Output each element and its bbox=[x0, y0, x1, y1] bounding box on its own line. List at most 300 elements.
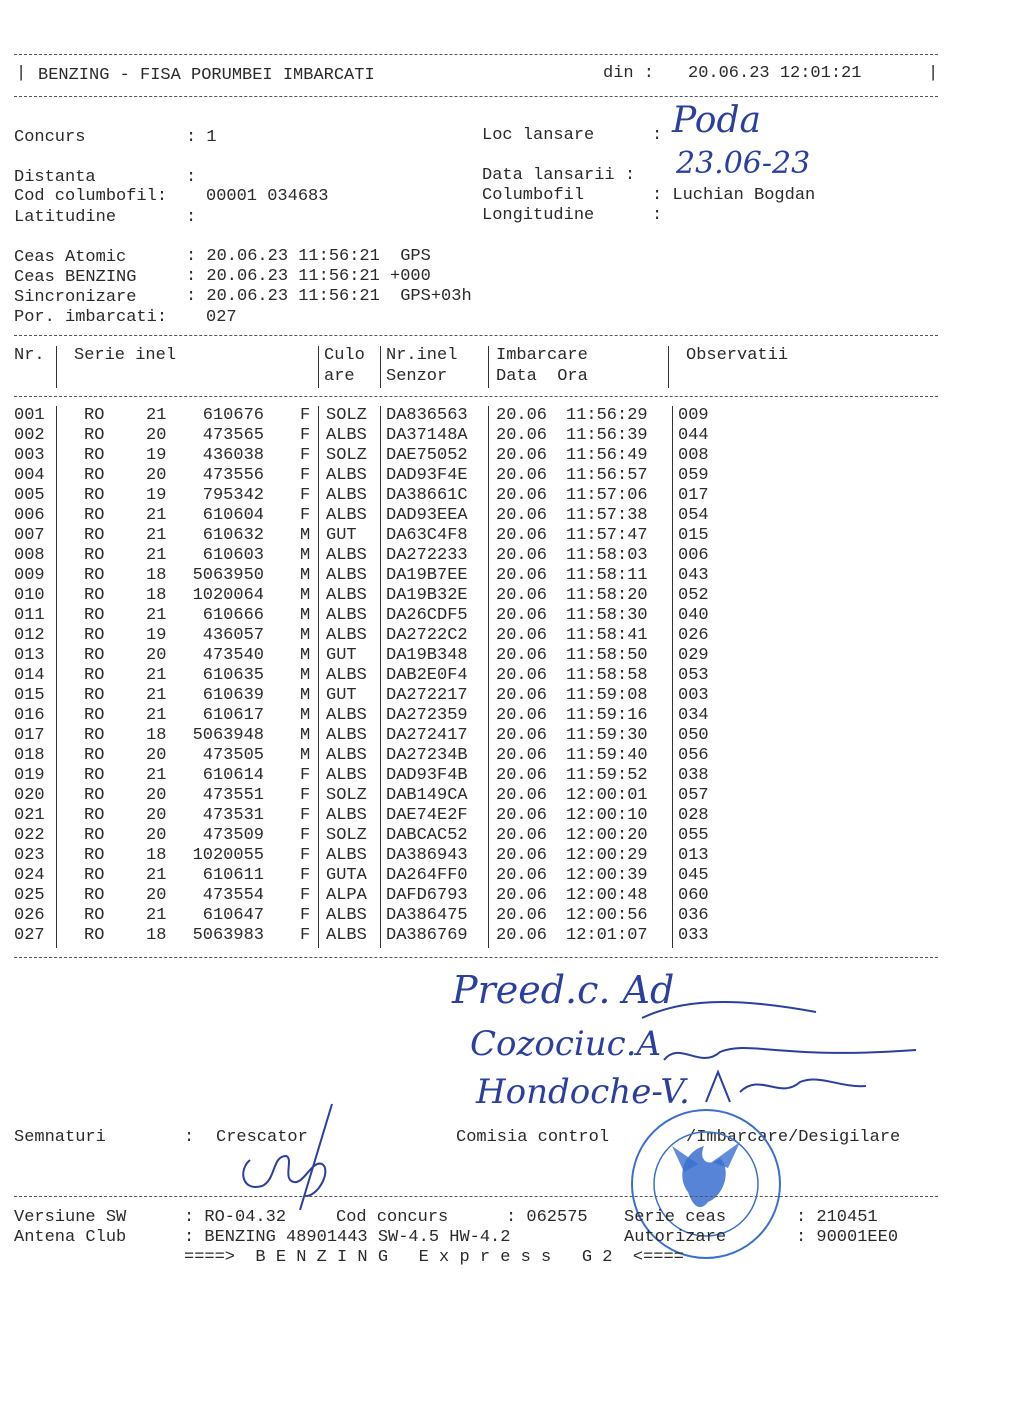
row-nr: 004 bbox=[14, 466, 45, 485]
table-row bbox=[0, 766, 1024, 786]
row-inel: 473554 bbox=[202, 886, 264, 905]
antena-label: Antena Club bbox=[14, 1228, 127, 1247]
table-row bbox=[0, 846, 1024, 866]
row-culoare: GUT bbox=[326, 646, 357, 665]
col-header-culoare-2: are bbox=[324, 367, 355, 386]
body-divider-5 bbox=[672, 406, 673, 948]
row-culoare: GUT bbox=[326, 686, 357, 705]
header-divider-3 bbox=[380, 346, 381, 388]
row-culoare: SOLZ bbox=[326, 446, 367, 465]
row-tara: RO bbox=[84, 406, 105, 425]
row-culoare: SOLZ bbox=[326, 406, 367, 425]
row-inel: 795342 bbox=[202, 486, 264, 505]
table-row bbox=[0, 546, 1024, 566]
row-tara: RO bbox=[84, 586, 105, 605]
row-inel: 610647 bbox=[202, 906, 264, 925]
row-sex: M bbox=[300, 606, 311, 625]
row-an: 21 bbox=[146, 526, 167, 545]
row-sex: F bbox=[300, 426, 311, 445]
loc-lansare-label: Loc lansare bbox=[482, 126, 595, 145]
row-sex: M bbox=[300, 706, 311, 725]
row-data: 20.06 bbox=[496, 766, 548, 785]
row-sex: F bbox=[300, 806, 311, 825]
table-row bbox=[0, 686, 1024, 706]
row-inel: 5063983 bbox=[192, 926, 264, 945]
col-header-nr-inel-1: Nr.inel bbox=[386, 346, 458, 365]
ceas-benzing-value: : 20.06.23 11:56:21 +000 bbox=[186, 267, 431, 286]
col-header-nr-inel-2: Senzor bbox=[386, 367, 448, 386]
cod-columbofil-label: Cod columbofil: bbox=[14, 187, 168, 206]
row-tara: RO bbox=[84, 466, 105, 485]
table-row bbox=[0, 806, 1024, 826]
row-inel: 436038 bbox=[202, 446, 264, 465]
table-row bbox=[0, 666, 1024, 686]
row-senzor: DAD93EEA bbox=[386, 506, 468, 525]
row-an: 20 bbox=[146, 426, 167, 445]
row-inel: 610614 bbox=[202, 766, 264, 785]
row-senzor: DAE74E2F bbox=[386, 806, 468, 825]
row-culoare: SOLZ bbox=[326, 826, 367, 845]
row-ora: 12:00:56 bbox=[566, 906, 648, 925]
row-ora: 11:56:39 bbox=[566, 426, 648, 445]
row-tara: RO bbox=[84, 786, 105, 805]
table-row bbox=[0, 486, 1024, 506]
row-sex: M bbox=[300, 746, 311, 765]
row-tara: RO bbox=[84, 546, 105, 565]
row-senzor: DA27234B bbox=[386, 746, 468, 765]
row-tara: RO bbox=[84, 666, 105, 685]
row-obs: 038 bbox=[678, 766, 709, 785]
row-inel: 473556 bbox=[202, 466, 264, 485]
row-ora: 11:57:38 bbox=[566, 506, 648, 525]
row-an: 21 bbox=[146, 606, 167, 625]
row-senzor: DA836563 bbox=[386, 406, 468, 425]
row-nr: 001 bbox=[14, 406, 45, 425]
row-inel: 610611 bbox=[202, 866, 264, 885]
row-data: 20.06 bbox=[496, 826, 548, 845]
row-nr: 003 bbox=[14, 446, 45, 465]
row-culoare: ALPA bbox=[326, 886, 367, 905]
row-an: 21 bbox=[146, 906, 167, 925]
ceas-benzing-label: Ceas BENZING bbox=[14, 268, 137, 287]
row-culoare: ALBS bbox=[326, 846, 367, 865]
distanta-value: : bbox=[186, 168, 197, 187]
row-sex: F bbox=[300, 786, 311, 805]
row-tara: RO bbox=[84, 926, 105, 945]
row-an: 21 bbox=[146, 666, 167, 685]
row-senzor: DA272233 bbox=[386, 546, 468, 565]
row-senzor: DA2722C2 bbox=[386, 626, 468, 645]
benzing-banner: ====> B E N Z I N G E x p r e s s G 2 <==== bbox=[184, 1248, 684, 1267]
row-ora: 11:59:08 bbox=[566, 686, 648, 705]
row-an: 18 bbox=[146, 726, 167, 745]
row-an: 21 bbox=[146, 706, 167, 725]
row-ora: 11:57:06 bbox=[566, 486, 648, 505]
row-inel: 610676 bbox=[202, 406, 264, 425]
table-row bbox=[0, 926, 1024, 946]
row-obs: 034 bbox=[678, 706, 709, 725]
row-obs: 060 bbox=[678, 886, 709, 905]
row-nr: 005 bbox=[14, 486, 45, 505]
row-data: 20.06 bbox=[496, 446, 548, 465]
row-ora: 11:59:52 bbox=[566, 766, 648, 785]
row-culoare: ALBS bbox=[326, 586, 367, 605]
row-ora: 11:58:41 bbox=[566, 626, 648, 645]
row-an: 20 bbox=[146, 826, 167, 845]
row-data: 20.06 bbox=[496, 846, 548, 865]
row-tara: RO bbox=[84, 506, 105, 525]
row-senzor: DA386943 bbox=[386, 846, 468, 865]
row-data: 20.06 bbox=[496, 906, 548, 925]
table-row bbox=[0, 866, 1024, 886]
row-ora: 11:56:29 bbox=[566, 406, 648, 425]
header-din-value: 20.06.23 12:01:21 bbox=[688, 64, 862, 83]
row-sex: F bbox=[300, 866, 311, 885]
row-an: 19 bbox=[146, 626, 167, 645]
row-obs: 057 bbox=[678, 786, 709, 805]
row-tara: RO bbox=[84, 686, 105, 705]
row-tara: RO bbox=[84, 726, 105, 745]
row-obs: 013 bbox=[678, 846, 709, 865]
row-inel: 473531 bbox=[202, 806, 264, 825]
columbofil-label: Columbofil bbox=[482, 186, 585, 205]
row-obs: 006 bbox=[678, 546, 709, 565]
row-obs: 015 bbox=[678, 526, 709, 545]
row-sex: F bbox=[300, 486, 311, 505]
loc-lansare-handwritten-value: Poda bbox=[672, 100, 761, 141]
row-obs: 028 bbox=[678, 806, 709, 825]
row-inel: 473565 bbox=[202, 426, 264, 445]
row-ora: 12:00:01 bbox=[566, 786, 648, 805]
table-row bbox=[0, 606, 1024, 626]
table-header-bottom-dash-line bbox=[14, 396, 938, 397]
row-senzor: DA19B32E bbox=[386, 586, 468, 605]
row-senzor: DAE75052 bbox=[386, 446, 468, 465]
col-header-imbarcare-1: Imbarcare bbox=[496, 346, 588, 365]
row-sex: F bbox=[300, 446, 311, 465]
table-row bbox=[0, 626, 1024, 646]
row-inel: 473509 bbox=[202, 826, 264, 845]
row-data: 20.06 bbox=[496, 526, 548, 545]
row-inel: 610639 bbox=[202, 686, 264, 705]
row-data: 20.06 bbox=[496, 406, 548, 425]
row-tara: RO bbox=[84, 486, 105, 505]
row-nr: 010 bbox=[14, 586, 45, 605]
row-an: 21 bbox=[146, 406, 167, 425]
row-an: 18 bbox=[146, 846, 167, 865]
header-bottom-dash-line bbox=[14, 96, 938, 97]
row-ora: 12:00:39 bbox=[566, 866, 648, 885]
row-nr: 023 bbox=[14, 846, 45, 865]
row-nr: 012 bbox=[14, 626, 45, 645]
row-tara: RO bbox=[84, 886, 105, 905]
row-senzor: DA63C4F8 bbox=[386, 526, 468, 545]
header-din-label: din : bbox=[603, 64, 655, 83]
row-ora: 12:00:48 bbox=[566, 886, 648, 905]
row-ora: 11:57:47 bbox=[566, 526, 648, 545]
row-an: 20 bbox=[146, 466, 167, 485]
row-culoare: ALBS bbox=[326, 666, 367, 685]
header-right-bar: | bbox=[928, 64, 939, 83]
row-data: 20.06 bbox=[496, 426, 548, 445]
row-senzor: DAD93F4E bbox=[386, 466, 468, 485]
row-obs: 059 bbox=[678, 466, 709, 485]
table-row bbox=[0, 566, 1024, 586]
table-row bbox=[0, 726, 1024, 746]
row-nr: 024 bbox=[14, 866, 45, 885]
row-senzor: DAB2E0F4 bbox=[386, 666, 468, 685]
row-senzor: DAD93F4B bbox=[386, 766, 468, 785]
row-obs: 017 bbox=[678, 486, 709, 505]
latitudine-value: : bbox=[186, 208, 197, 227]
row-senzor: DA272217 bbox=[386, 686, 468, 705]
imbarcare-desigilare-label: /Imbarcare/Desigilare bbox=[686, 1128, 901, 1147]
row-ora: 11:58:58 bbox=[566, 666, 648, 685]
row-culoare: ALBS bbox=[326, 566, 367, 585]
cod-concurs-label: Cod concurs bbox=[336, 1208, 449, 1227]
row-tara: RO bbox=[84, 426, 105, 445]
row-tara: RO bbox=[84, 526, 105, 545]
ceas-atomic-label: Ceas Atomic bbox=[14, 248, 127, 267]
handwritten-line-1: Preed.c. Ad bbox=[452, 968, 675, 1012]
serie-ceas-value: : 210451 bbox=[796, 1208, 878, 1227]
row-ora: 12:01:07 bbox=[566, 926, 648, 945]
row-sex: M bbox=[300, 726, 311, 745]
data-lansarii-handwritten-value: 23.06-23 bbox=[676, 146, 811, 181]
row-nr: 006 bbox=[14, 506, 45, 525]
row-data: 20.06 bbox=[496, 746, 548, 765]
row-nr: 025 bbox=[14, 886, 45, 905]
row-data: 20.06 bbox=[496, 646, 548, 665]
row-an: 18 bbox=[146, 586, 167, 605]
row-sex: M bbox=[300, 646, 311, 665]
header-divider-4 bbox=[488, 346, 489, 388]
row-sex: F bbox=[300, 846, 311, 865]
row-sex: F bbox=[300, 466, 311, 485]
columbofil-value: : Luchian Bogdan bbox=[652, 186, 816, 205]
table-row bbox=[0, 446, 1024, 466]
row-nr: 013 bbox=[14, 646, 45, 665]
row-sex: F bbox=[300, 406, 311, 425]
row-an: 21 bbox=[146, 546, 167, 565]
table-row bbox=[0, 586, 1024, 606]
handwritten-line-2: Cozociuc.A bbox=[470, 1024, 662, 1064]
row-tara: RO bbox=[84, 626, 105, 645]
row-nr: 016 bbox=[14, 706, 45, 725]
row-obs: 050 bbox=[678, 726, 709, 745]
row-obs: 043 bbox=[678, 566, 709, 585]
handwritten-signature-stroke-3 bbox=[700, 1062, 870, 1112]
row-data: 20.06 bbox=[496, 506, 548, 525]
row-culoare: ALBS bbox=[326, 546, 367, 565]
row-senzor: DAB149CA bbox=[386, 786, 468, 805]
latitudine-label: Latitudine bbox=[14, 208, 117, 227]
row-obs: 036 bbox=[678, 906, 709, 925]
row-nr: 026 bbox=[14, 906, 45, 925]
row-inel: 610604 bbox=[202, 506, 264, 525]
row-nr: 007 bbox=[14, 526, 45, 545]
row-sex: M bbox=[300, 626, 311, 645]
table-top-dash-line bbox=[14, 335, 938, 336]
versiune-value: : RO-04.32 bbox=[184, 1208, 287, 1227]
row-an: 20 bbox=[146, 646, 167, 665]
crescator-label: Crescator bbox=[216, 1128, 308, 1147]
row-ora: 12:00:29 bbox=[566, 846, 648, 865]
row-an: 21 bbox=[146, 866, 167, 885]
row-inel: 610632 bbox=[202, 526, 264, 545]
row-data: 20.06 bbox=[496, 926, 548, 945]
versiune-label: Versiune SW bbox=[14, 1208, 127, 1227]
row-ora: 11:56:57 bbox=[566, 466, 648, 485]
row-obs: 052 bbox=[678, 586, 709, 605]
handwritten-line-3: Hondoche-V. bbox=[476, 1072, 690, 1112]
row-an: 19 bbox=[146, 446, 167, 465]
row-ora: 11:59:16 bbox=[566, 706, 648, 725]
row-inel: 610617 bbox=[202, 706, 264, 725]
row-an: 20 bbox=[146, 886, 167, 905]
handwritten-signature-stroke-1 bbox=[640, 990, 820, 1030]
row-tara: RO bbox=[84, 606, 105, 625]
row-an: 21 bbox=[146, 766, 167, 785]
table-row bbox=[0, 826, 1024, 846]
row-tara: RO bbox=[84, 646, 105, 665]
row-culoare: ALBS bbox=[326, 506, 367, 525]
top-dash-line bbox=[14, 54, 938, 55]
row-data: 20.06 bbox=[496, 706, 548, 725]
col-header-observatii: Observatii bbox=[686, 346, 789, 365]
antena-value: : BENZING 48901443 SW-4.5 HW-4.2 bbox=[184, 1228, 511, 1247]
row-data: 20.06 bbox=[496, 466, 548, 485]
table-row bbox=[0, 406, 1024, 426]
col-header-imbarcare-2: Data Ora bbox=[496, 367, 588, 386]
loc-lansare-colon: : bbox=[652, 126, 663, 145]
row-ora: 11:56:49 bbox=[566, 446, 648, 465]
comisia-label: Comisia control bbox=[456, 1128, 610, 1147]
row-obs: 008 bbox=[678, 446, 709, 465]
row-culoare: ALBS bbox=[326, 906, 367, 925]
row-senzor: DA264FF0 bbox=[386, 866, 468, 885]
row-sex: F bbox=[300, 926, 311, 945]
row-data: 20.06 bbox=[496, 666, 548, 685]
table-row bbox=[0, 426, 1024, 446]
row-nr: 008 bbox=[14, 546, 45, 565]
row-data: 20.06 bbox=[496, 786, 548, 805]
row-sex: F bbox=[300, 506, 311, 525]
row-senzor: DA26CDF5 bbox=[386, 606, 468, 625]
row-data: 20.06 bbox=[496, 886, 548, 905]
row-tara: RO bbox=[84, 866, 105, 885]
table-row bbox=[0, 466, 1024, 486]
row-culoare: ALBS bbox=[326, 486, 367, 505]
row-sex: F bbox=[300, 766, 311, 785]
row-obs: 054 bbox=[678, 506, 709, 525]
row-nr: 014 bbox=[14, 666, 45, 685]
row-sex: F bbox=[300, 906, 311, 925]
semnaturi-label: Semnaturi bbox=[14, 1128, 106, 1147]
row-senzor: DA38661C bbox=[386, 486, 468, 505]
table-row bbox=[0, 646, 1024, 666]
row-obs: 040 bbox=[678, 606, 709, 625]
row-ora: 11:58:30 bbox=[566, 606, 648, 625]
body-divider-4 bbox=[488, 406, 489, 948]
row-nr: 020 bbox=[14, 786, 45, 805]
row-nr: 011 bbox=[14, 606, 45, 625]
cod-concurs-value: : 062575 bbox=[506, 1208, 588, 1227]
longitudine-value: : bbox=[652, 206, 663, 225]
row-senzor: DA37148A bbox=[386, 426, 468, 445]
row-tara: RO bbox=[84, 846, 105, 865]
row-culoare: GUTA bbox=[326, 866, 367, 885]
row-nr: 027 bbox=[14, 926, 45, 945]
row-obs: 033 bbox=[678, 926, 709, 945]
row-senzor: DABCAC52 bbox=[386, 826, 468, 845]
row-data: 20.06 bbox=[496, 546, 548, 565]
row-an: 20 bbox=[146, 786, 167, 805]
row-tara: RO bbox=[84, 766, 105, 785]
row-data: 20.06 bbox=[496, 726, 548, 745]
table-row bbox=[0, 706, 1024, 726]
table-row bbox=[0, 526, 1024, 546]
autorizare-label: Autorizare bbox=[624, 1228, 727, 1247]
body-divider-1 bbox=[56, 406, 57, 948]
row-inel: 473540 bbox=[202, 646, 264, 665]
crescator-signature bbox=[232, 1100, 352, 1220]
table-row bbox=[0, 506, 1024, 526]
row-sex: M bbox=[300, 686, 311, 705]
table-row bbox=[0, 906, 1024, 926]
row-obs: 009 bbox=[678, 406, 709, 425]
row-ora: 11:59:40 bbox=[566, 746, 648, 765]
row-senzor: DA19B7EE bbox=[386, 566, 468, 585]
row-obs: 055 bbox=[678, 826, 709, 845]
row-tara: RO bbox=[84, 446, 105, 465]
row-tara: RO bbox=[84, 906, 105, 925]
row-data: 20.06 bbox=[496, 806, 548, 825]
longitudine-label: Longitudine bbox=[482, 206, 595, 225]
row-an: 18 bbox=[146, 926, 167, 945]
data-lansarii-label: Data lansarii : bbox=[482, 166, 636, 185]
table-row bbox=[0, 746, 1024, 766]
row-culoare: ALBS bbox=[326, 626, 367, 645]
row-an: 21 bbox=[146, 506, 167, 525]
body-divider-2 bbox=[318, 406, 319, 948]
row-nr: 019 bbox=[14, 766, 45, 785]
row-sex: M bbox=[300, 566, 311, 585]
row-an: 21 bbox=[146, 686, 167, 705]
row-nr: 017 bbox=[14, 726, 45, 745]
row-sex: M bbox=[300, 546, 311, 565]
row-inel: 610635 bbox=[202, 666, 264, 685]
cod-columbofil-value: 00001 034683 bbox=[206, 187, 329, 206]
concurs-value: : 1 bbox=[186, 128, 217, 147]
row-inel: 1020064 bbox=[192, 586, 264, 605]
row-ora: 11:59:30 bbox=[566, 726, 648, 745]
row-nr: 018 bbox=[14, 746, 45, 765]
row-tara: RO bbox=[84, 746, 105, 765]
row-an: 19 bbox=[146, 486, 167, 505]
row-senzor: DA272359 bbox=[386, 706, 468, 725]
row-obs: 003 bbox=[678, 686, 709, 705]
sincronizare-label: Sincronizare bbox=[14, 288, 137, 307]
row-data: 20.06 bbox=[496, 866, 548, 885]
header-divider-1 bbox=[56, 346, 57, 388]
row-ora: 12:00:20 bbox=[566, 826, 648, 845]
row-inel: 473551 bbox=[202, 786, 264, 805]
row-ora: 11:58:03 bbox=[566, 546, 648, 565]
header-title: BENZING - FISA PORUMBEI IMBARCATI bbox=[38, 66, 375, 85]
row-data: 20.06 bbox=[496, 686, 548, 705]
row-ora: 12:00:10 bbox=[566, 806, 648, 825]
